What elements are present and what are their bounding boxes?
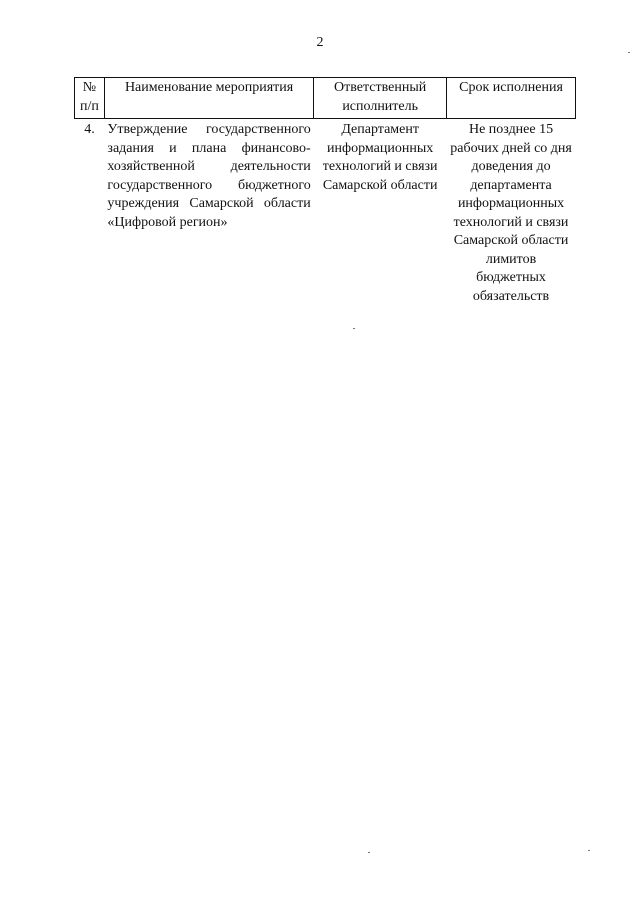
page-number: 2 (316, 35, 324, 50)
header-responsible-label: Ответственный исполнитель (334, 80, 427, 114)
table-row (75, 119, 576, 307)
header-number (75, 78, 105, 119)
row-number-cell: 4. (84, 122, 95, 137)
scan-speck (588, 850, 590, 851)
scan-speck (368, 852, 370, 853)
header-deadline (447, 78, 576, 119)
header-name (104, 78, 313, 119)
header-number-label: № п/п (80, 80, 99, 114)
measures-table (74, 77, 576, 306)
header-deadline-label: Срок исполнения (459, 80, 563, 95)
header-responsible (314, 78, 447, 119)
row-responsible-cell: Департамент информационных технологий и связи Самарской области (322, 122, 438, 193)
table-header-row (75, 78, 576, 119)
scan-speck (628, 52, 630, 53)
row-deadline-cell: Не позднее 15 рабочих дней со дня доведения до департамента информационных технологий и связи Самарской области лимитов бюджетных обязательств (450, 122, 572, 304)
row-name-cell: Утверждение государственного задания и плана финансово-хозяйственной деятельности государственного бюджетного учреждения Самарской области «Цифровой регион» (107, 122, 311, 230)
header-name-label: Наименование мероприятия (124, 80, 294, 95)
scan-speck (353, 328, 355, 329)
